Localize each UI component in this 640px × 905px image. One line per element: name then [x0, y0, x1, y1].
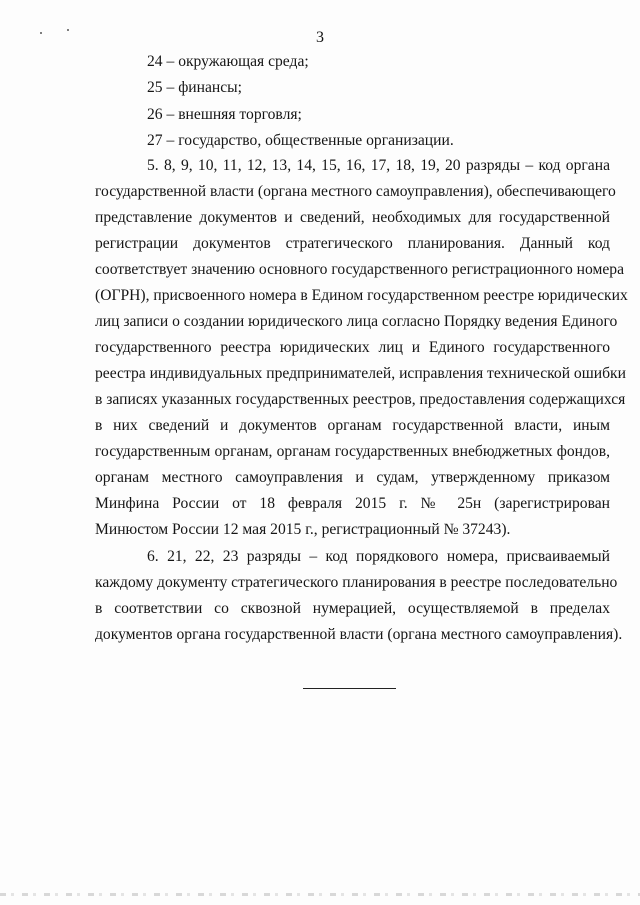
paragraph-line: в них сведений и документов органам государственной власти, иным [95, 417, 610, 434]
list-item: 25 – финансы; [147, 79, 242, 96]
paragraph-line: Минфина России от 18 февраля 2015 г. № 25н (зарегистрирован [95, 495, 610, 512]
end-divider [303, 688, 396, 689]
list-item: 27 – государство, общественные организации. [147, 132, 454, 149]
paragraph-line: государственного реестра юридических лиц и Единого государственного [95, 339, 610, 356]
paragraph-line: соответствует значению основного государственного регистрационного номера [95, 261, 624, 278]
paragraph-line: органам местного самоуправления и судам, утвержденному приказом [95, 469, 610, 486]
paragraph-line: реестра индивидуальных предпринимателей, исправления технической ошибки [95, 365, 626, 382]
list-item: 26 – внешняя торговля; [147, 106, 302, 123]
paragraph-line: представление документов и сведений, необходимых для государственной [95, 209, 610, 226]
paragraph-line: регистрации документов стратегического планирования. Данный код [95, 235, 610, 252]
paragraph-line: 5. 8, 9, 10, 11, 12, 13, 14, 15, 16, 17, 18, 19, 20 разряды – код органа [147, 157, 610, 174]
scan-artifact-strip [0, 893, 640, 896]
paragraph-line: 6. 21, 22, 23 разряды – код порядкового номера, присваиваемый [147, 548, 610, 565]
list-item: 24 – окружающая среда; [147, 53, 309, 70]
paragraph-line: каждому документу стратегического планирования в реестре последовательно [95, 574, 618, 591]
paragraph-line: (ОГРН), присвоенного номера в Едином государственном реестре юридических [95, 287, 628, 304]
paragraph-line: в записях указанных государственных реестров, предоставления содержащихся [95, 391, 626, 408]
paragraph-line: лиц записи о создании юридического лица согласно Порядку ведения Единого [95, 313, 618, 330]
page-number: 3 [316, 29, 324, 46]
paragraph-line: в соответствии со сквозной нумерацией, осуществляемой в пределах [95, 600, 610, 617]
paragraph-line: Минюстом России 12 мая 2015 г., регистрационный № 37243). [95, 521, 511, 538]
paragraph-line: документов органа государственной власти (органа местного самоуправления). [95, 626, 623, 643]
paragraph-line: государственной власти (органа местного самоуправления), обеспечивающего [95, 183, 616, 200]
paragraph-line: государственным органам, органам государственных внебюджетных фондов, [95, 443, 610, 460]
